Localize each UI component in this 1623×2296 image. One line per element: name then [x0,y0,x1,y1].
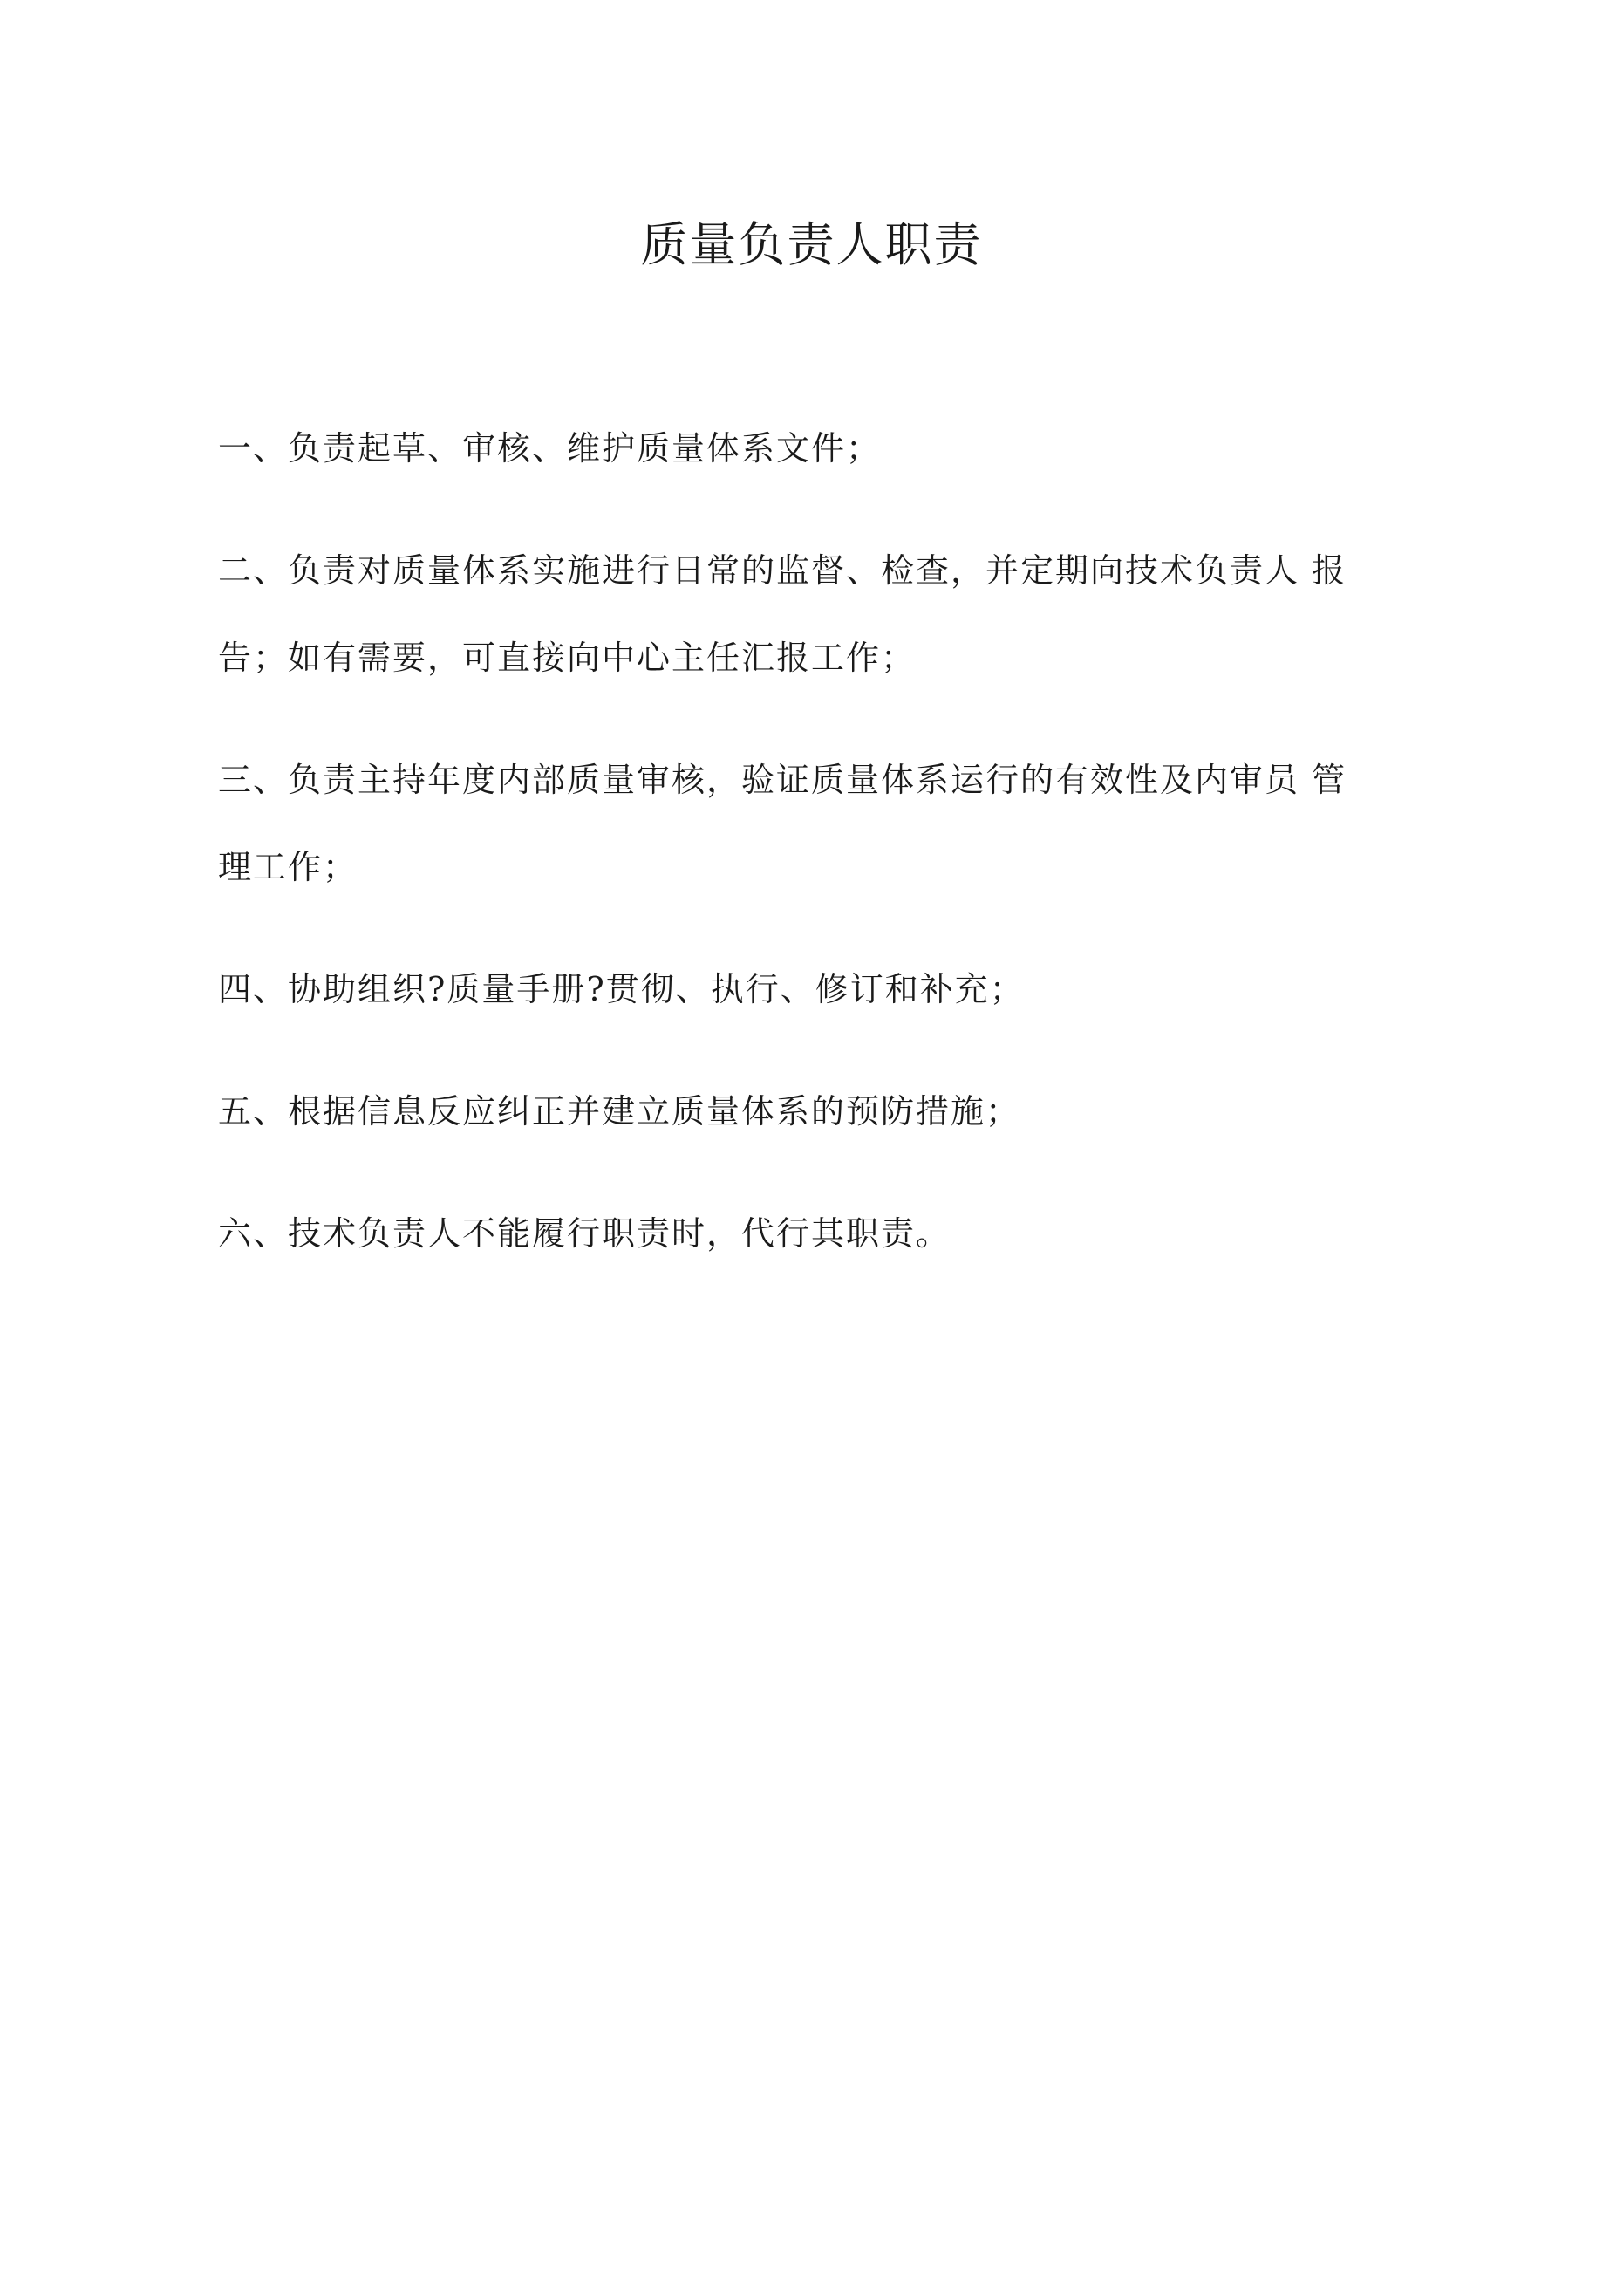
duty-item-6-line-1: 六、技术负责人不能履行职责时，代行其职责。 [218,1214,951,1253]
duty-item-2-line-2: 告；如有需要，可直接向中心主任汇报工作； [218,639,917,677]
duty-item-1 [218,405,1439,492]
duty-item-2 [218,527,1439,701]
duty-item-5 [218,1068,1439,1155]
duty-item-6 [218,1190,1439,1277]
duty-item-2-line-1: 二、负责对质量体系实施进行日常的监督、检查，并定期向技术负责人 报 [218,551,1347,590]
duty-item-3-line-2: 理工作； [218,848,358,886]
duty-item-3 [218,736,1439,911]
duty-item-1-line-1: 一、负责起草、审核、维护质量体系文件； [218,429,882,468]
duty-item-5-line-1: 五、根据信息反应纠正并建立质量体系的预防措施； [218,1092,1021,1131]
duty-item-4-line-1: 四、协助组织?质量手册?贯彻、执行、修订和补充； [218,970,1025,1008]
page-title: 质量负责人职责 [640,217,983,272]
duty-item-3-line-1: 三、负责主持年度内部质量审核，验证质量体系运行的有效性及内审员 管 [218,761,1347,799]
duty-item-4 [218,946,1439,1033]
